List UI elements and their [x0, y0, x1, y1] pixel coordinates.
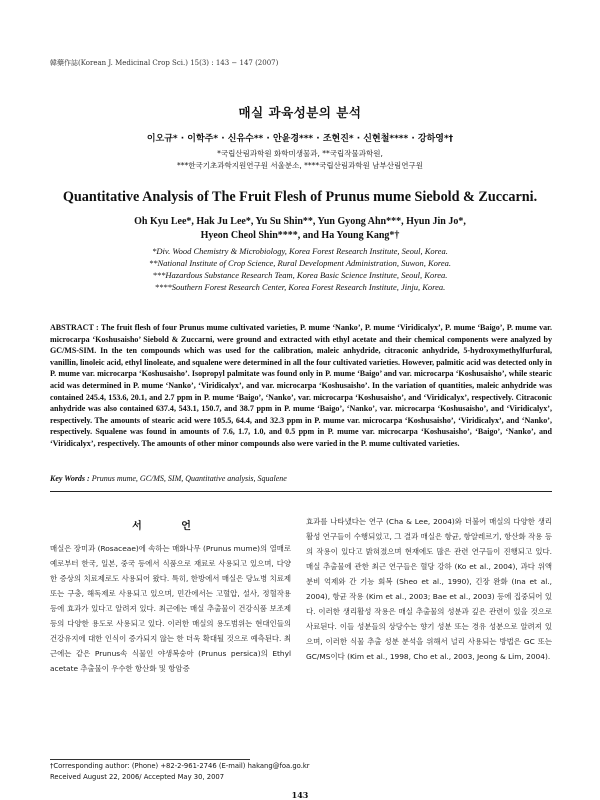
corresponding-author-footnote: †Corresponding author: (Phone) +82-2-961-2746 (E-mail) hakang@foa.go.kr	[50, 762, 310, 770]
keywords	[50, 474, 287, 483]
footnote-divider	[50, 759, 250, 760]
english-affiliation-2: **National Institute of Crop Science, Rural Development Administration, Suwon, Korea.	[148, 258, 452, 268]
keywords-text: Prunus mume, GC/MS, SIM, Quantitative analysis, Squalene	[91, 474, 287, 483]
body-column-right: 효과를 나타냈다는 연구 (Cha & Lee, 2004)와 더불어 매실의 다양한 생리활성 연구들이 수행되었고, 그 결과 매실은 항균, 항알레르기, 항산화 작용 등의 작용이 있다고 밝혀졌으며 현재에도 많은 관련 연구들이 진행되고 있다. 매실 추출물에 관한 최근 연구들은 혈당 강하 (Ko et al., 2004), 과다 위액 분비 억제와 간 기능 회복 (Sheo et al., 1990), 긴장 완화 (Ina et al., 2004), 항균 작용 (Kim et al., 2003; Bae et al., 2003) 등에 집중되어 있다. 이러한 생리활성 작용은 매실 추출물의 성분과 깊은 관련이 있을 것으로 사료된다. 이들 성분들의 상당수는 향기 성분 또는 경유 성분으로 알려져 있으며, 이러한 식물 추출 성분 분석을 위해서 널리 사용되는 방법은 GC 또는 GC/MS이다 (Kim et al., 1998, Cho et al., 2003, Jeong & Lim, 2004).	[306, 517, 552, 661]
section-title: 서 언	[132, 521, 209, 532]
abstract: ABSTRACT : The fruit flesh of four Prunus mume cultivated varieties, P. mume ‘Nanko’, P. mume ‘Viridicalyx’, P. mume ‘Baigo’, P. mume var. microcarpa ‘Koshusaisho’ Siebold & Zuccarni, were ground and extracted with ethyl acetate and their chemical components were analyzed by GC/MS-SIM. In the ten compounds which was used for the calibration, maleic anhydride, citraconic anhydride, 5-hydroxymethylfurfural, vanillin, linoleic acid, ethyl linoleate, and squalene were determined in all the four cultivated varieties. However, palmitic acid was detected only in P. mume var. microcarpa ‘Koshusaisho’. Isopropyl palmitate was found only in P. mume ‘Baigo’ and var. microcarpa ‘Koshusaisho’, while stearic acid was determined in P. mume ‘Nanko’, ‘Viridicalyx’, and var. microcarpa ‘Koshusaisho’. In the variation of quantities, maleic anhydride was contained 245.4, 153.6, 20.1, and 2.7 ppm in P. mume ‘Baigo’, ‘Nanko’, var. microcarpa ‘Koshusaisho’, and ‘Viridicalyx’, respectively. Citraconic anhydride was also contained 637.4, 543.1, 150.7, and 38.7 ppm in P. mume ‘Baigo’, ‘Nanko’, var. microcarpa ‘Koshusaisho’, and ‘Viridicalyx’, respectively. The amounts of stearic acid were 105.5, 64.4, and 32.3 ppm in P. mume var. microcarpa ‘Koshusaisho’, ‘Viridicalyx’, and ‘Nanko’, respectively. Squalene was found in amounts of 7.6, 1.7, 1.0, and 0.5 ppm in P. mume var. microcarpa ‘Koshusaisho’, ‘Baigo’, ‘Nanko’, and ‘Viridicalyx’, respectively. The amounts of other minor compounds also were varied in the P. mume cultivated varieties.	[50, 323, 552, 448]
body-column-left: 매실은 장미과 (Rosaceae)에 속하는 매화나무 (Prunus mume)의 열매로 예로부터 한국, 일본, 중국 등에서 식품으로 재료로 사용되고 있으며, 다양한 증상의 치료제로도 사용되어 왔다. 특히, 한방에서 매실은 당뇨병 치료제 또는 구충, 해독제로 사용되고 있으며, 민간에서는 고혈압, 설사, 정혈작용 등에 효과가 있다고 알려져 있다. 최근에는 매실 추출물이 건강식품 보조제 등의 다양한 용도로 사용되고 있다. 이러한 매실의 용도범위는 현대인들의 건강유지에 대한 인식이 증가되지 않는 한 더욱 확대될 것으로 예측된다. 최근에는 같은 Prunus속 식물인 야생복숭아 (Prunus persica)의 Ethyl acetate 추출물이 우수한 항산화 및 항암증	[50, 544, 291, 673]
english-affiliation-1: *Div. Wood Chemistry & Microbiology, Korea Forest Research Institute, Seoul, Korea.	[152, 246, 448, 256]
english-affiliation-3: ***Hazardous Substance Research Team, Korea Basic Science Institute, Seoul, Korea.	[152, 270, 448, 280]
english-title	[0, 189, 600, 206]
english-authors-line-2: Hyeon Cheol Shin****, and Ha Young Kang*†	[200, 230, 400, 241]
page-number: 143	[291, 790, 309, 800]
korean-authors: 이오규* · 이학주* · 신유수** · 안윤경*** · 조현진* · 신현철**** · 강하영*†	[146, 134, 454, 144]
divider	[50, 491, 552, 492]
korean-title: 매실 과육성분의 분석	[238, 105, 362, 120]
running-head: 韓藥作誌(Korean J. Medicinal Crop Sci.) 15(3) : 143 − 147 (2007)	[50, 59, 279, 67]
korean-affiliation-2: ***한국기초과학지원연구원 서울분소, ****국립산림과학원 남부산림연구원	[177, 161, 423, 170]
english-authors-line-1: Oh Kyu Lee*, Hak Ju Lee*, Yu Su Shin**, Yun Gyong Ahn***, Hyun Jin Jo*,	[134, 216, 466, 227]
korean-affiliation-1: *국립산림과학원 화학미생물과, **국립작물과학원,	[217, 149, 383, 158]
english-affiliation-4: ****Southern Forest Research Center, Korea Forest Research Institute, Jinju, Korea.	[154, 282, 446, 292]
keywords-label: Key Words :	[50, 474, 90, 483]
english-title-text: Quantitative Analysis of The Fruit Flesh of Prunus mume Siebold & Zuccarni.	[62, 189, 538, 205]
received-accepted-footnote: Received August 22, 2006/ Accepted May 30, 2007	[50, 773, 225, 781]
